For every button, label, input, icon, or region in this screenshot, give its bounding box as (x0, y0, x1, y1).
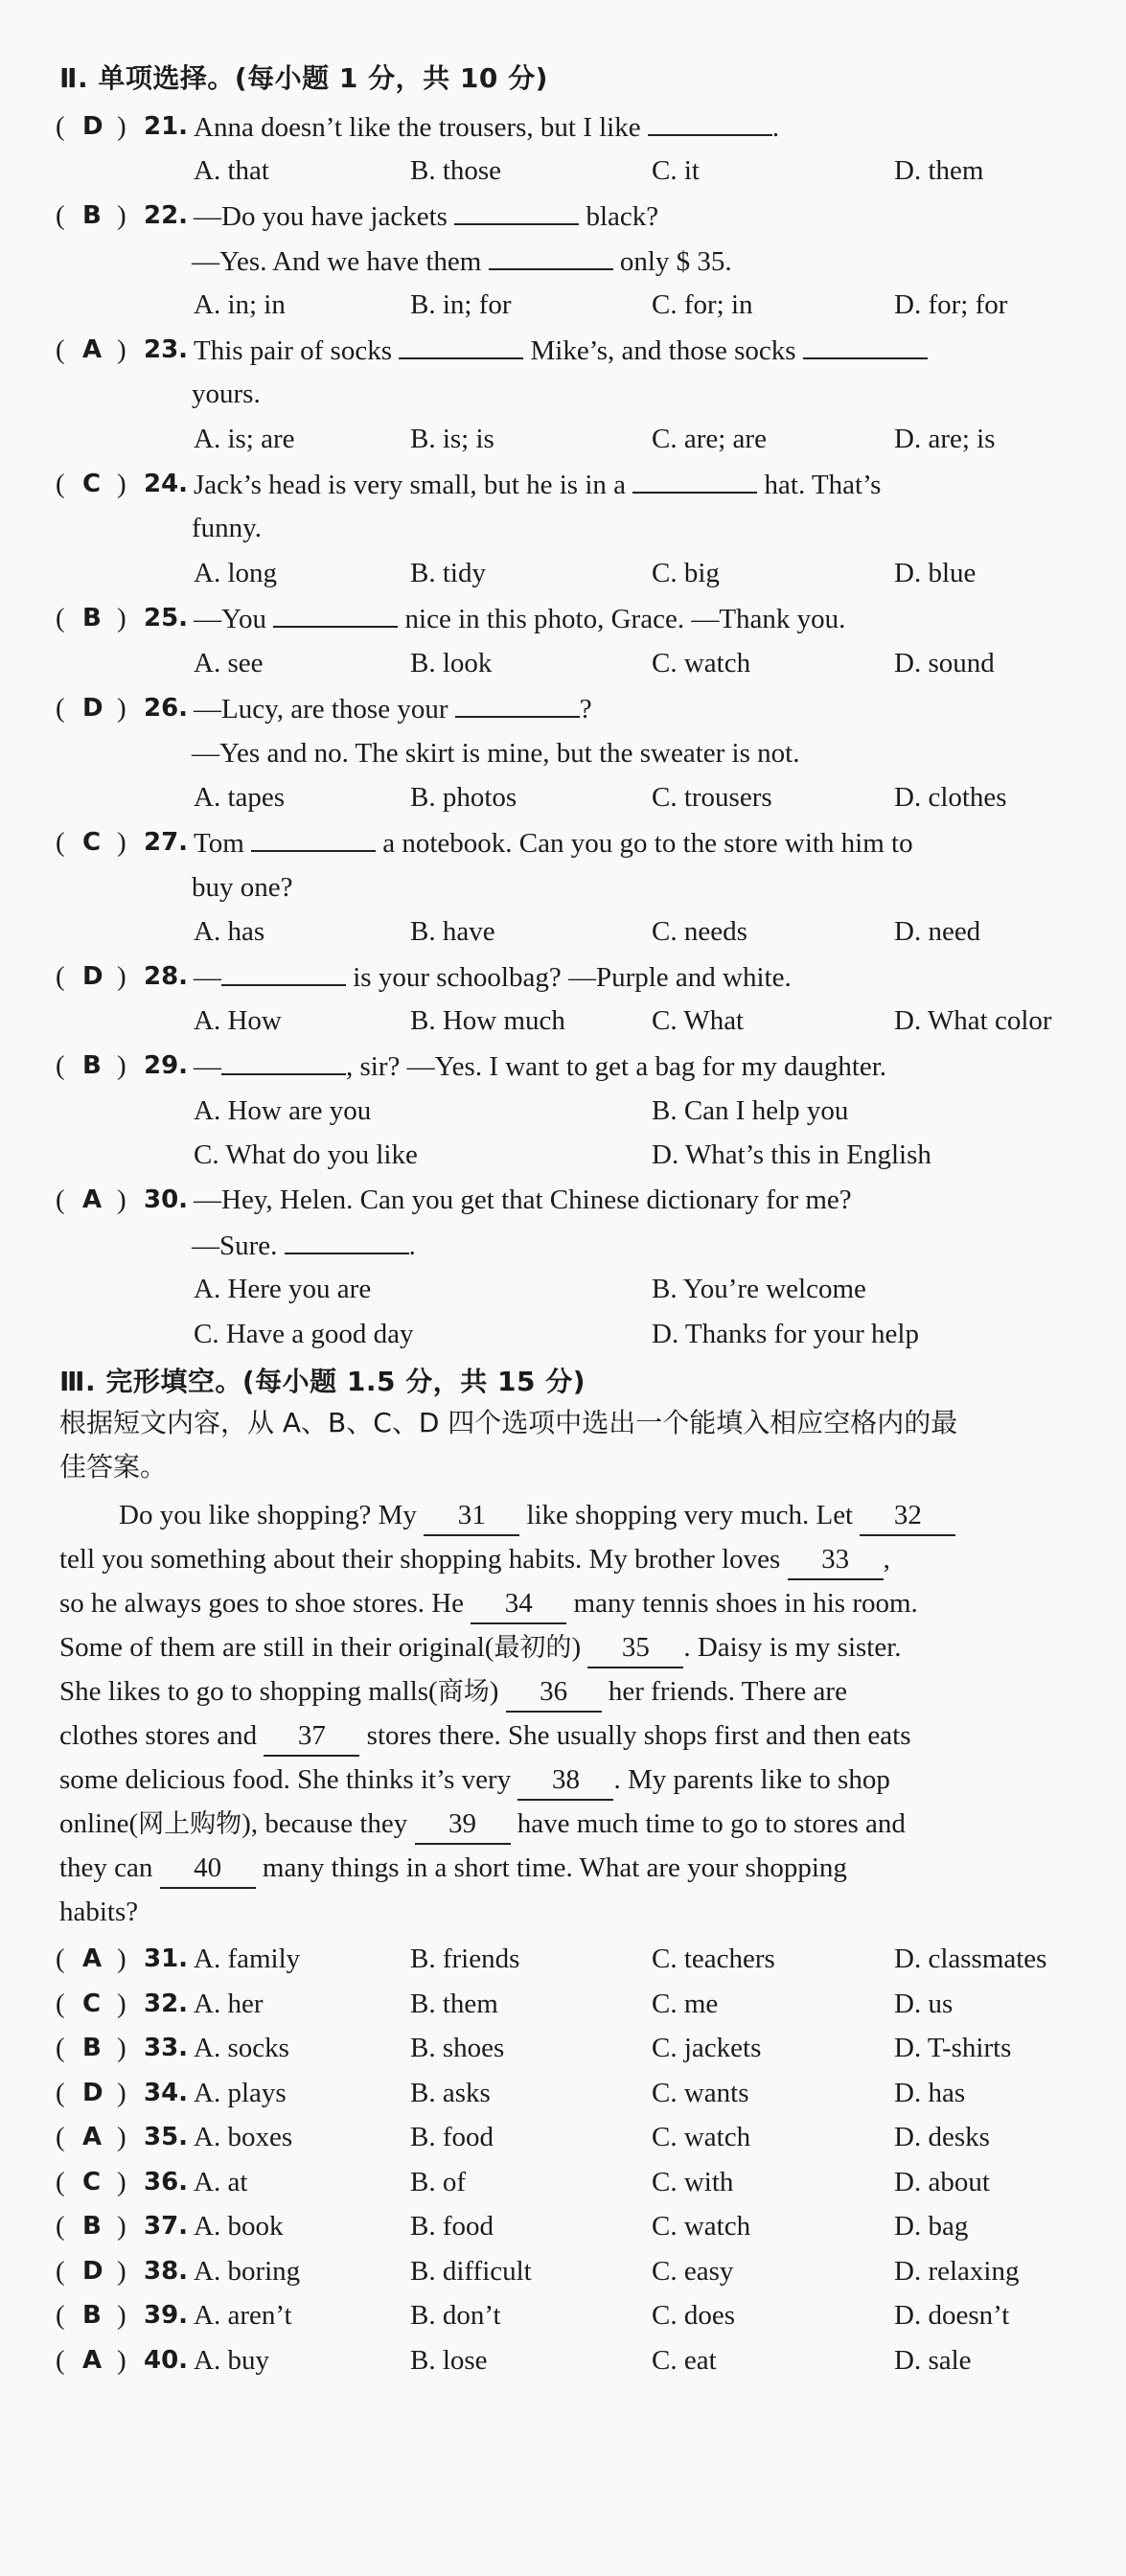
question-27-line-2: buy one? (192, 872, 293, 903)
cloze-question-39: ( B ) 39. (56, 2294, 1088, 2336)
cloze-question-40: ( A ) 40. (56, 2339, 1088, 2381)
option-d: D. bag (894, 2211, 969, 2242)
answer-blank (251, 821, 376, 852)
answer-blank (455, 687, 580, 718)
option-c: C. big (652, 558, 720, 588)
cloze-question-34: ( D ) 34. (56, 2072, 1088, 2114)
option-d: D. about (894, 2167, 990, 2197)
option-c: C. What do you like (194, 1139, 418, 1170)
option-b: B. difficult (410, 2256, 532, 2287)
cloze-blank-34: 34 (471, 1584, 566, 1624)
question-number: 32. (144, 1990, 189, 2018)
question-number: 38. (144, 2257, 189, 2286)
question-number: 33. (144, 2034, 189, 2062)
answer-blank (285, 1224, 409, 1254)
answer-letter: C (82, 828, 102, 857)
question-24-line-2: funny. (192, 513, 263, 543)
answer-letter: B (82, 604, 102, 632)
answer-letter: B (82, 2301, 102, 2330)
question-number: 31. (144, 1944, 189, 1973)
cloze-blank-31: 31 (424, 1496, 519, 1536)
cloze-blank-39: 39 (415, 1805, 511, 1845)
question-number: 35. (144, 2123, 189, 2151)
option-a: A. buy (194, 2345, 269, 2376)
question-26-line-2: —Yes and no. The skirt is mine, but the sweater is not. (192, 738, 800, 769)
cloze-blank-37: 37 (264, 1716, 359, 1757)
option-a: A. socks (194, 2033, 289, 2063)
answer-letter: B (82, 201, 102, 230)
question-stem: — is your schoolbag? —Purple and white. (194, 955, 792, 999)
option-b: B. shoes (410, 2033, 505, 2063)
option-c: C. watch (652, 2211, 751, 2242)
option-d: D. for; for (894, 289, 1008, 320)
cloze-blank-38: 38 (517, 1760, 613, 1801)
option-b: B. of (410, 2167, 466, 2197)
question-29: ( B ) 29. — , sir? —Yes. I want to get a bag for my daughter. (56, 1045, 1088, 1087)
cloze-question-37: ( B ) 37. (56, 2205, 1088, 2247)
option-d: D. has (894, 2078, 966, 2108)
option-b: B. food (410, 2122, 494, 2152)
option-a: A. Here you are (194, 1274, 372, 1304)
passage-line: some delicious food. She thinks it’s very 38 . My parents like to shop (59, 1758, 1079, 1802)
question-number: 29. (144, 1051, 189, 1080)
question-number: 39. (144, 2301, 189, 2330)
option-b: B. tidy (410, 558, 486, 588)
answer-blank (221, 1045, 346, 1075)
option-d: D. them (894, 155, 984, 186)
option-c: C. with (652, 2167, 734, 2197)
answer-blank (632, 463, 757, 494)
option-d: D. sound (894, 648, 995, 678)
question-stem: This pair of socks Mike’s, and those socks (194, 329, 928, 372)
question-stem: — , sir? —Yes. I want to get a bag for my daughter. (194, 1045, 886, 1088)
section-2-heading: Ⅱ. 单项选择。(每小题 1 分，共 10 分) (59, 62, 548, 94)
passage-line: online(网上购物), because they 39 have much time to go to stores and (59, 1802, 1079, 1847)
question-number: 30. (144, 1185, 189, 1214)
option-c: C. watch (652, 648, 751, 678)
question-number: 23. (144, 335, 189, 364)
option-c: C. easy (652, 2256, 734, 2287)
option-b: B. friends (410, 1944, 520, 1974)
option-d: D. sale (894, 2345, 972, 2376)
option-b: B. in; for (410, 289, 512, 320)
option-b: B. Can I help you (652, 1095, 849, 1126)
question-stem: —Lucy, are those your ? (194, 687, 592, 730)
option-b: B. How much (410, 1005, 565, 1036)
question-stem: Tom a notebook. Can you go to the store with him to (194, 821, 913, 864)
option-a: A. boxes (194, 2122, 293, 2152)
cloze-question-36: ( C ) 36. (56, 2161, 1088, 2203)
option-c: C. are; are (652, 424, 767, 454)
option-c: C. eat (652, 2345, 717, 2376)
option-b: B. asks (410, 2078, 491, 2108)
answer-letter: B (82, 2034, 102, 2062)
answer-blank (489, 240, 613, 270)
answer-letter: C (82, 470, 102, 498)
answer-letter: C (82, 2168, 102, 2196)
answer-blank (221, 955, 346, 986)
option-d: D. Thanks for your help (652, 1319, 919, 1349)
question-23-line-2: yours. (192, 379, 261, 409)
option-c: C. What (652, 1005, 745, 1036)
question-stem: Jack’s head is very small, but he is in a hat. That’s (194, 463, 881, 506)
option-d: D. What color (894, 1005, 1052, 1036)
section-3-heading: Ⅲ. 完形填空。(每小题 1.5 分，共 15 分) (59, 1366, 586, 1397)
option-c: C. for; in (652, 289, 753, 320)
option-d: D. T-shirts (894, 2033, 1012, 2063)
question-number: 26. (144, 694, 189, 723)
passage-line: habits? (59, 1897, 139, 1927)
answer-blank (454, 195, 579, 225)
option-a: A. that (194, 155, 269, 186)
option-b: B. food (410, 2211, 494, 2242)
option-a: A. her (194, 1989, 264, 2019)
option-a: A. plays (194, 2078, 287, 2108)
answer-letter: D (82, 962, 103, 991)
question-number: 37. (144, 2212, 189, 2241)
question-stem: Anna doesn’t like the trousers, but I like . (194, 105, 779, 149)
option-d: D. What’s this in English (652, 1139, 931, 1170)
option-a: A. long (194, 558, 277, 588)
question-27: ( C ) 27. Tom a notebook. Can you go to the store with him to (56, 821, 1088, 863)
option-c: C. trousers (652, 782, 772, 813)
answer-blank (273, 597, 398, 628)
option-d: D. need (894, 916, 981, 947)
question-number: 21. (144, 112, 189, 141)
option-a: A. has (194, 916, 265, 947)
question-26: ( D ) 26. —Lucy, are those your ? (56, 687, 1088, 729)
answer-blank (648, 105, 772, 136)
option-c: C. watch (652, 2122, 751, 2152)
answer-blank (399, 329, 523, 359)
question-25: ( B ) 25. —You nice in this photo, Grace. —Thank you. (56, 597, 1088, 639)
question-21: ( D ) 21. Anna doesn’t like the trousers, but I like . (56, 105, 1088, 148)
question-24: ( C ) 24. Jack’s head is very small, but he is in a hat. That’s (56, 463, 1088, 505)
option-a: A. in; in (194, 289, 286, 320)
passage-line: Do you like shopping? My 31 like shopping very much. Let 32 (59, 1493, 1079, 1537)
passage-line: tell you something about their shopping habits. My brother loves 33 , (59, 1537, 1079, 1581)
option-b: B. those (410, 155, 502, 186)
question-30-line-2: —Sure. . (192, 1224, 416, 1266)
option-a: A. see (194, 648, 264, 678)
option-c: C. needs (652, 916, 747, 947)
answer-letter: D (82, 2079, 103, 2107)
question-22: ( B ) 22. —Do you have jackets black? (56, 195, 1088, 237)
answer-blank (803, 329, 928, 359)
cloze-blank-35: 35 (587, 1628, 683, 1668)
cloze-question-35: ( A ) 35. (56, 2116, 1088, 2158)
option-c: C. does (652, 2300, 735, 2331)
option-c: C. jackets (652, 2033, 762, 2063)
answer-letter: B (82, 2212, 102, 2241)
option-d: D. clothes (894, 782, 1007, 813)
answer-letter: C (82, 1990, 102, 2018)
option-b: B. photos (410, 782, 517, 813)
passage-line: clothes stores and 37 stores there. She usually shops first and then eats (59, 1714, 1079, 1758)
option-a: A. book (194, 2211, 284, 2242)
answer-letter: A (82, 1944, 103, 1973)
option-a: A. at (194, 2167, 248, 2197)
question-stem: —You nice in this photo, Grace. —Thank you. (194, 597, 845, 640)
option-a: A. tapes (194, 782, 286, 813)
question-number: 40. (144, 2346, 189, 2375)
question-number: 36. (144, 2168, 189, 2196)
question-number: 25. (144, 604, 189, 632)
option-c: C. wants (652, 2078, 749, 2108)
question-number: 34. (144, 2079, 189, 2107)
option-b: B. You’re welcome (652, 1274, 866, 1304)
option-c: C. it (652, 155, 700, 186)
cloze-question-32: ( C ) 32. (56, 1983, 1088, 2025)
option-a: A. How (194, 1005, 282, 1036)
question-stem: —Do you have jackets black? (194, 195, 658, 238)
option-b: B. look (410, 648, 493, 678)
cloze-question-38: ( D ) 38. (56, 2250, 1088, 2292)
passage-line: She likes to go to shopping malls(商场) 36 her friends. There are (59, 1669, 1079, 1714)
cloze-question-31: ( A ) 31. (56, 1938, 1088, 1980)
option-d: D. us (894, 1989, 954, 2019)
answer-letter: B (82, 1051, 102, 1080)
option-b: B. don’t (410, 2300, 501, 2331)
answer-letter: A (82, 335, 103, 364)
option-c: C. teachers (652, 1944, 775, 1974)
cloze-question-33: ( B ) 33. (56, 2027, 1088, 2069)
passage-line: Some of them are still in their original(最初的) 35 . Daisy is my sister. (59, 1625, 1079, 1670)
answer-letter: A (82, 2346, 103, 2375)
option-a: A. aren’t (194, 2300, 292, 2331)
option-a: A. How are you (194, 1095, 372, 1126)
option-c: C. Have a good day (194, 1319, 414, 1349)
option-a: A. boring (194, 2256, 301, 2287)
passage-line: so he always goes to shoe stores. He 34 many tennis shoes in his room. (59, 1581, 1079, 1625)
option-d: D. classmates (894, 1944, 1047, 1974)
cloze-blank-32: 32 (860, 1496, 955, 1536)
question-number: 22. (144, 201, 189, 230)
option-b: B. them (410, 1989, 498, 2019)
option-d: D. relaxing (894, 2256, 1020, 2287)
answer-letter: D (82, 112, 103, 141)
answer-letter: D (82, 2257, 103, 2286)
section-3-instruction-cont: 佳答案。 (59, 1451, 168, 1483)
answer-letter: A (82, 2123, 103, 2151)
option-c: C. me (652, 1989, 719, 2019)
option-d: D. are; is (894, 424, 996, 454)
cloze-blank-40: 40 (160, 1849, 256, 1889)
answer-letter: D (82, 694, 103, 723)
question-number: 24. (144, 470, 189, 498)
option-b: B. is; is (410, 424, 494, 454)
question-stem: —Hey, Helen. Can you get that Chinese dictionary for me? (194, 1184, 852, 1215)
answer-letter: A (82, 1185, 103, 1214)
cloze-blank-33: 33 (788, 1540, 884, 1580)
section-3-instruction: 根据短文内容，从 A、B、C、D 四个选项中选出一个能填入相应空格内的最 (59, 1407, 958, 1438)
option-a: A. is; are (194, 424, 295, 454)
passage-line: they can 40 many things in a short time. What are your shopping (59, 1846, 1079, 1890)
option-a: A. family (194, 1944, 301, 1974)
option-b: B. have (410, 916, 495, 947)
option-d: D. doesn’t (894, 2300, 1010, 2331)
question-number: 28. (144, 962, 189, 991)
question-22-line-2: —Yes. And we have them only $ 35. (192, 240, 732, 282)
question-23: ( A ) 23. This pair of socks Mike’s, and those socks (56, 329, 1088, 371)
option-d: D. desks (894, 2122, 990, 2152)
question-28: ( D ) 28. — is your schoolbag? —Purple and white. (56, 955, 1088, 998)
cloze-blank-36: 36 (506, 1672, 602, 1713)
option-d: D. blue (894, 558, 977, 588)
question-30: ( A ) 30. —Hey, Helen. Can you get that Chinese dictionary for me? (56, 1179, 1088, 1221)
option-b: B. lose (410, 2345, 488, 2376)
question-number: 27. (144, 828, 189, 857)
